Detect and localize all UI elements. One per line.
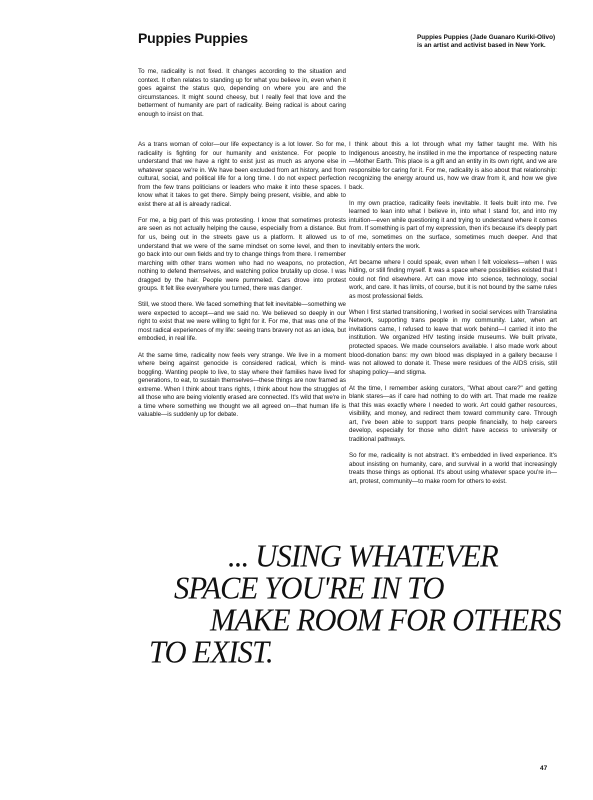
author-bio: Puppies Puppies (Jade Guanaro Kuriki-Olivo) is an artist and activist based in New York. [417,34,556,50]
intro-paragraph-block [138,68,346,127]
pull-quote [140,538,560,738]
body-paragraph: At the same time, radicality now feels very strange. We live in a moment where being against genocide is considered radical, which is mind-boggling. Wanting people to live, to stay where their families have lived for generations, to eat, to sustain themselves—these things are now framed as extreme. When I think about trans rights, I think about how the struggles of all those who are being violently erased are connected. It's wild that we're in a time where something we thought we all agreed on—that human life is valuable—is suddenly up for debate. [138,351,346,419]
page-number: 47 [540,765,548,772]
body-paragraph: In my own practice, radicality feels inevitable. It feels built into me. I've learned to lean into what I believe in, into what I stand for, and into my intuition—even while questioning it and trying to understand where it comes from. If something is part of my expression, then it's because it's deeply part of me, sometimes on the surface, sometimes much deeper. And that inevitably enters the work. [349,199,557,250]
body-paragraph: For me, a big part of this was protesting. I know that sometimes protests are seen as not actually helping the cause, especially from a distance. But for us, being out in the streets gave us a platform. It allowed us to understand that we were of the same mindset on some level, and then to go back into our own fields and try to change things from there. I remember marching with other trans women who had no weapons, no protection, nothing to defend themselves, and watching police brutality up close. I was dragged by the hair. People were pummeled. Cars drove into protest groups. It felt like everywhere you turned, there was danger. [138,216,346,293]
body-paragraph: Still, we stood there. We faced something that felt inevitable—something we were expected to accept—and we said no. We believed so deeply in our right to exist that we were willing to fight for it. For me, that was one of the most radical experiences of my life: seeing trans bravery not as an idea, but embodied, in real life. [138,301,346,343]
body-paragraph: I think about this a lot through what my father taught me. With his Indigenous ancestry, he instilled in me the importance of respecting nature—Mother Earth. This place is a gift and an entity in its own right, and we are responsible for caring for it. For me, radicality is also about that relationship: recognizing the energy around us, how we draw from it, and how we give back. [349,141,557,191]
body-paragraph: When I first started transitioning, I worked in social services with Translatina Network, supporting trans people in my community. Later, when art invitations came, I refused to leave that work behind—I carried it into the institution. We organized HIV testing inside museums. We built private, protected spaces. We made counselors available. I also made work about blood-donation bans: my own blood was displayed in a gallery because I was not allowed to donate it. These were residues of the AIDS crisis, still shaping policy—and stigma. [349,308,557,376]
body-paragraph: So for me, radicality is not abstract. It's embedded in lived experience. It's about insisting on humanity, care, and survival in a world that increasingly treats those things as optional. It's about using whatever space you're in—art, protest, community—to make room for others to exist. [349,452,557,485]
pull-quote-line: TO EXIST. [149,634,273,670]
right-column [349,141,557,494]
pull-quote-line: MAKE ROOM FOR OTHERS [210,602,561,638]
intro-paragraph: To me, radicality is not fixed. It changes according to the situation and context. It often relates to standing up for what you believe in, even when it goes against the status quo, depending on where you are and the circumstances. It might sound cheesy, but I really feel that love and the betterment of humanity are part of radicality. Being radical is about caring enough to insist on that. [138,68,346,118]
pull-quote-line: ... USING WHATEVER [228,538,498,574]
body-paragraph: Art became where I could speak, even when I felt voiceless—when I was hiding, or still finding myself. It was a space where possibilities existed that I could not find elsewhere. Art can move into science, technology, social work, and care. It has limits, of course, but it is not bound by the same rules as most professional fields. [349,258,557,300]
body-paragraph: As a trans woman of color—our life expectancy is a lot lower. So for me, radicality is fighting for our humanity and existence. For people to understand that we have a right to exist just as much as anyone else in whatever space we're in. We have been excluded from art history, and from cultural, social, and political life for a long time. I do not expect perfection from the few trans politicians or leaders who make it into these spaces. I know what it takes to get there. Simply being present, visible, and able to exist there at all is already radical. [138,141,346,208]
page-title: Puppies Puppies [138,30,248,46]
body-paragraph: At the time, I remember asking curators, "What about care?" and getting blank stares—as if care had nothing to do with art. That made me realize that this was exactly where I needed to work. Art could gather resources, visibility, and money, and redirect them toward community care. Through art, I've been able to support trans people financially, to help careers develop, especially for those who didn't have access to university or traditional pathways. [349,384,557,443]
left-column [138,141,346,427]
pull-quote-line: SPACE YOU'RE IN TO [174,570,444,606]
